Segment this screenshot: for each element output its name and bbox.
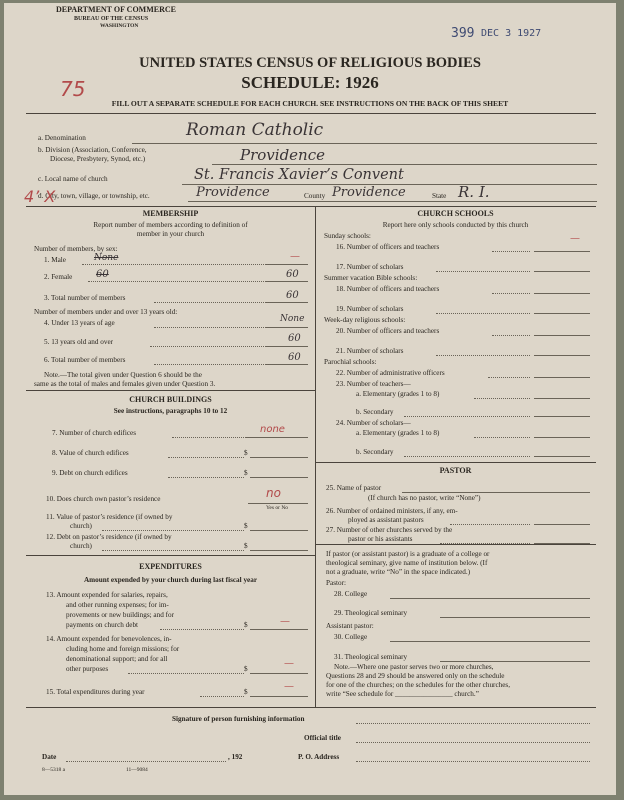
membership-title: MEMBERSHIP xyxy=(142,209,199,218)
pastor-note-line4: write “See schedule for ________________ church.” xyxy=(326,690,479,698)
division-label-line2: Diocese, Presbytery, Synod, etc.) xyxy=(50,155,146,163)
schools-subtitle: Report here only schools conducted by this church xyxy=(382,221,529,229)
weekday-schools-label: Week-day religious schools: xyxy=(324,316,406,324)
graduate-instruction-line2: theological seminary, give name of institution below. (If xyxy=(326,559,488,567)
local-name-value: St. Francis Xavier’s Convent xyxy=(194,167,404,183)
membership-subtitle-line2: member in your church xyxy=(136,230,205,238)
county-value: Providence xyxy=(332,185,406,200)
q16-label: 16. Number of officers and teachers xyxy=(336,243,440,251)
q13-label-line3: provements or new buildings; and for xyxy=(66,611,174,619)
members-by-age-label: Number of members under and over 13 years old: xyxy=(34,308,178,316)
q10-residence-label: 10. Does church own pastor’s residence xyxy=(46,495,161,503)
q3-total-label: 3. Total number of members xyxy=(44,294,126,302)
date-label: Date xyxy=(42,753,57,761)
q23b-label: b. Secondary xyxy=(356,408,394,416)
division-value: Providence xyxy=(240,146,325,164)
expenditures-subtitle: Amount expended by your church during last fiscal year xyxy=(83,576,258,584)
q13-value: — xyxy=(280,616,290,627)
denomination-label: a. Denomination xyxy=(38,134,86,142)
city-township-label: d. City, town, village, or township, etc. xyxy=(38,192,150,200)
schedule-title: SCHEDULE: 1926 xyxy=(241,73,379,92)
graduate-instruction-line1: If pastor (or assistant pastor) is a graduate of a college or xyxy=(326,550,490,558)
sunday-schools-label: Sunday schools: xyxy=(324,232,371,240)
q25-label: 25. Name of pastor xyxy=(326,484,382,492)
q12-dollar: $ xyxy=(244,542,248,550)
q1-red-mark: — xyxy=(290,251,300,262)
members-by-sex-label: Number of members, by sex: xyxy=(34,245,118,253)
yes-no-hint: Yes or No xyxy=(266,505,289,511)
pastor-subhead: Pastor: xyxy=(326,579,346,587)
q26-label-line1: 26. Number of ordained ministers, if any, em- xyxy=(326,507,458,515)
separate-schedule-instruction: FILL OUT A SEPARATE SCHEDULE FOR EACH CHURCH. SEE INSTRUCTIONS ON THE BACK OF THIS SHEET xyxy=(111,99,509,108)
state-label: State xyxy=(432,192,447,200)
official-title-label: Official title xyxy=(304,734,341,742)
assistant-pastor-subhead: Assistant pastor: xyxy=(326,622,374,630)
membership-note-line1: Note.—The total given under Question 6 should be the xyxy=(44,371,202,379)
q24-label: 24. Number of scholars— xyxy=(336,419,411,427)
q2-female-total: 60 xyxy=(286,269,299,280)
parochial-schools-label: Parochial schools: xyxy=(324,358,377,366)
q19-label: 19. Number of scholars xyxy=(336,305,404,313)
q4-under13-value: None xyxy=(280,314,305,324)
q6-total-value: 60 xyxy=(288,352,301,363)
bureau-label: BUREAU OF THE CENSUS xyxy=(74,16,149,22)
q9-dollar: $ xyxy=(244,469,248,477)
q24b-label: b. Secondary xyxy=(356,448,394,456)
graduate-instruction-line3: not a graduate, write “No” in the space indicated.) xyxy=(326,568,471,576)
print-number: 11—9084 xyxy=(126,767,148,773)
buildings-subtitle: See instructions, paragraphs 10 to 12 xyxy=(113,407,228,415)
census-form-page xyxy=(4,3,616,795)
division-label-line1: b. Division (Association, Conference, xyxy=(38,146,147,154)
q23-label: 23. Number of teachers— xyxy=(336,380,411,388)
city-value: Providence xyxy=(196,185,270,200)
q11-label-line2: church) xyxy=(70,522,92,530)
q1-male-label: 1. Male xyxy=(44,256,66,264)
summer-schools-label: Summer vacation Bible schools: xyxy=(324,274,418,282)
q13-label-line4: payments on church debt xyxy=(66,621,139,629)
q10-residence-value: no xyxy=(266,486,281,500)
q2-female-value: 60 xyxy=(96,269,109,280)
q29-label: 29. Theological seminary xyxy=(334,609,408,617)
department-label: DEPARTMENT OF COMMERCE xyxy=(56,5,177,14)
signature-label: Signature of person furnishing information xyxy=(172,715,305,723)
county-label: County xyxy=(304,192,326,200)
q21-label: 21. Number of scholars xyxy=(336,347,404,355)
state-value: R. I. xyxy=(458,183,490,201)
q12-label-line2: church) xyxy=(70,542,92,550)
q8-dollar: $ xyxy=(244,449,248,457)
q25-note: (If church has no pastor, write “None”) xyxy=(368,494,481,502)
q14-label-line3: denominational support; and for all xyxy=(66,655,168,663)
q30-label: 30. College xyxy=(334,633,368,641)
q31-label: 31. Theological seminary xyxy=(334,653,408,661)
q13-label-line1: 13. Amount expended for salaries, repairs, xyxy=(46,591,168,599)
local-name-label: c. Local name of church xyxy=(38,175,108,183)
membership-subtitle-line1: Report number of members according to definition of xyxy=(93,221,248,229)
q5-over13-value: 60 xyxy=(288,333,301,344)
q7-edifices-label: 7. Number of church edifices xyxy=(52,429,137,437)
buildings-title: CHURCH BUILDINGS xyxy=(129,395,212,404)
q17-label: 17. Number of scholars xyxy=(336,263,404,271)
q24a-label: a. Elementary (grades 1 to 8) xyxy=(356,429,440,437)
q15-dollar: $ xyxy=(244,688,248,696)
q23a-label: a. Elementary (grades 1 to 8) xyxy=(356,390,440,398)
q20-label: 20. Number of officers and teachers xyxy=(336,327,440,335)
pastor-note-line3: for one of the churches; on the schedules for the other churches, xyxy=(326,681,511,689)
q27-label-line2: pastor or his assistants xyxy=(348,535,413,543)
q13-label-line2: and other running expenses; for im- xyxy=(66,601,169,609)
po-address-label: P. O. Address xyxy=(298,753,340,761)
pastor-note-line1: Note.—Where one pastor serves two or more churches, xyxy=(334,663,494,671)
membership-note-line2: same as the total of males and females given under Question 3. xyxy=(34,380,216,388)
q2-female-label: 2. Female xyxy=(44,273,73,281)
received-stamp-date: DEC 3 1927 xyxy=(481,28,542,39)
q22-label: 22. Number of administrative officers xyxy=(336,369,445,377)
q12-label-line1: 12. Debt on pastor’s residence (if owned by xyxy=(46,533,172,541)
q27-label-line1: 27. Number of other churches served by the xyxy=(326,526,453,534)
received-stamp-number: 399 xyxy=(451,26,475,41)
schools-title: CHURCH SCHOOLS xyxy=(417,209,494,218)
q13-dollar: $ xyxy=(244,621,248,629)
form-title: UNITED STATES CENSUS OF RELIGIOUS BODIES xyxy=(139,55,481,71)
pastor-title: PASTOR xyxy=(439,466,472,475)
q6-total-label: 6. Total number of members xyxy=(44,356,126,364)
q26-label-line2: ployed as assistant pastors xyxy=(348,516,424,524)
q14-label-line2: cluding home and foreign missions; for xyxy=(66,645,180,653)
city-label: WASHINGTON xyxy=(100,23,139,29)
q14-dollar: $ xyxy=(244,665,248,673)
q18-label: 18. Number of officers and teachers xyxy=(336,285,440,293)
q9-edifice-debt-label: 9. Debt on church edifices xyxy=(52,469,128,477)
margin-note: 4’ X xyxy=(24,187,56,206)
q14-label-line1: 14. Amount expended for benevolences, in- xyxy=(46,635,172,643)
margin-number: 75 xyxy=(60,77,86,101)
denomination-value: Roman Catholic xyxy=(186,120,324,140)
q8-edifice-value-label: 8. Value of church edifices xyxy=(52,449,129,457)
q14-label-line4: other purposes xyxy=(66,665,109,673)
q15-label: 15. Total expenditures during year xyxy=(46,688,145,696)
q11-label-line1: 11. Value of pastor’s residence (if owned by xyxy=(46,513,173,521)
q11-dollar: $ xyxy=(244,522,248,530)
pastor-note-line2: Questions 28 and 29 should be answered only on the schedule xyxy=(326,672,505,680)
expenditures-title: EXPENDITURES xyxy=(139,562,202,571)
form-number: 8—5318 a xyxy=(42,767,66,773)
q1-male-value: None xyxy=(94,253,119,263)
q28-label: 28. College xyxy=(334,590,368,598)
q15-value: — xyxy=(284,681,294,692)
q14-value: — xyxy=(284,658,294,669)
q16-value: — xyxy=(570,233,580,244)
q4-under13-label: 4. Under 13 years of age xyxy=(44,319,115,327)
q7-edifices-value: none xyxy=(260,424,285,435)
year-label: , 192 xyxy=(228,753,243,761)
q3-total-value: 60 xyxy=(286,290,299,301)
q5-over13-label: 5. 13 years old and over xyxy=(44,338,114,346)
